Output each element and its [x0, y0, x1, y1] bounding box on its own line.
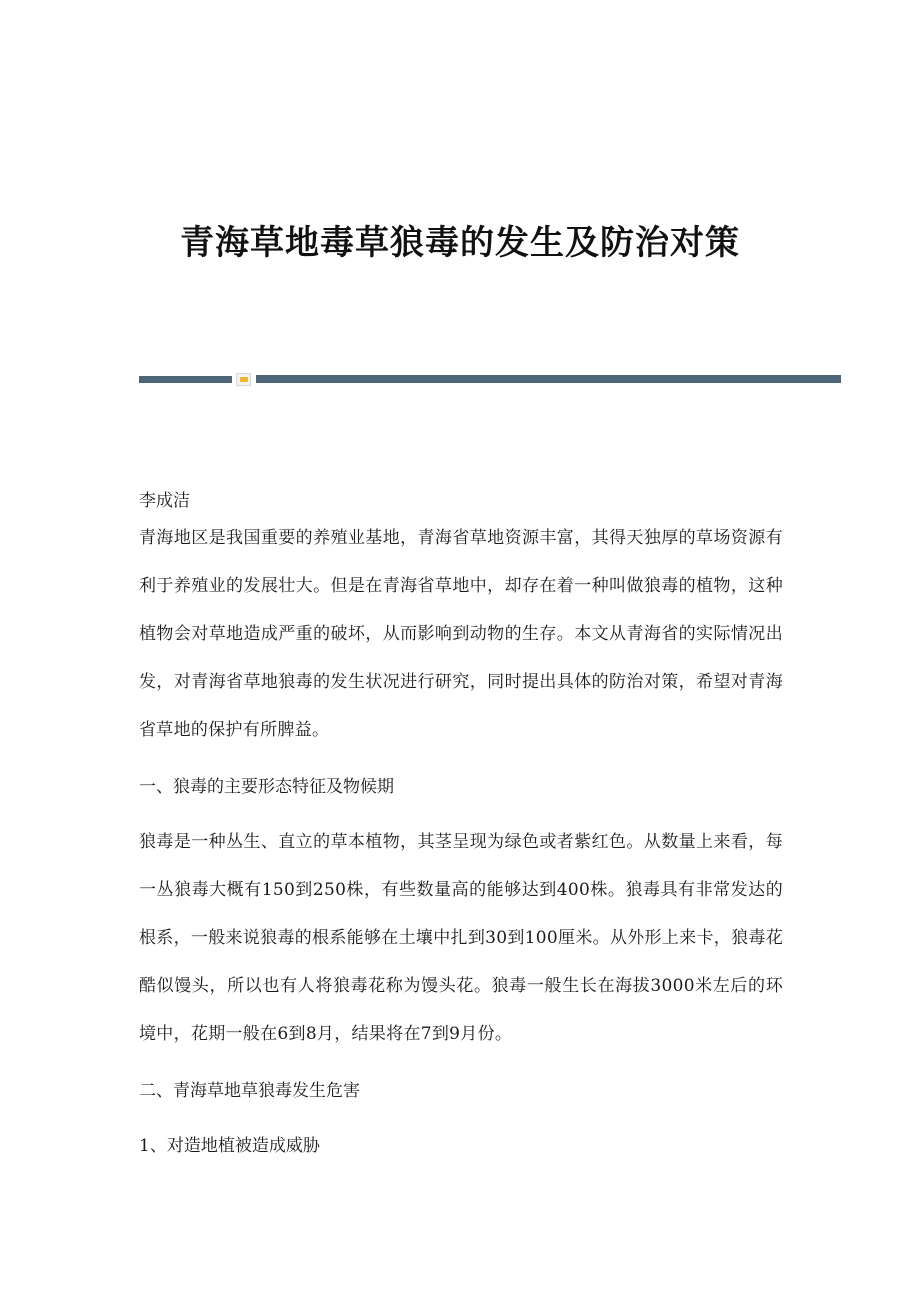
- subsection-heading-1: 1、对造地植被造成威胁: [139, 1136, 320, 1156]
- author-name: 李成洁: [139, 491, 190, 511]
- section-heading-2: 二、青海草地草狼毒发生危害: [139, 1081, 360, 1101]
- document-title: 青海草地毒草狼毒的发生及防治对策: [180, 223, 740, 263]
- paragraph-morphology: 狼毒是一种丛生、直立的草本植物，其茎呈现为绿色或者紫红色。从数量上来看，每一丛狼毒大概有150到250株，有些数量高的能够达到400株。狼毒具有非常发达的根系，一般来说狼毒的根系能够在土壤中扎到30到100厘米。从外形上来卡，狼毒花酷似馒头，所以也有人将狼毒花称为馒头花。狼毒一般生长在海拔3000米左后的环境中，花期一般在6到8月，结果将在7到9月份。: [139, 832, 783, 1044]
- divider-bar-left: [139, 376, 232, 383]
- section-heading-1: 一、狼毒的主要形态特征及物候期: [139, 777, 394, 797]
- divider-bar-right: [256, 375, 841, 383]
- divider-badge-icon: [236, 373, 251, 386]
- title-divider: [139, 372, 841, 386]
- paragraph-intro: 青海地区是我国重要的养殖业基地，青海省草地资源丰富，其得天独厚的草场资源有利于养殖业的发展壮大。但是在青海省草地中，却存在着一种叫做狼毒的植物，这种植物会对草地造成严重的破坏，从而影响到动物的生存。本文从青海省的实际情况出发，对青海省草地狼毒的发生状况进行研究，同时提出具体的防治对策，希望对青海省草地的保护有所脾益。: [139, 528, 783, 740]
